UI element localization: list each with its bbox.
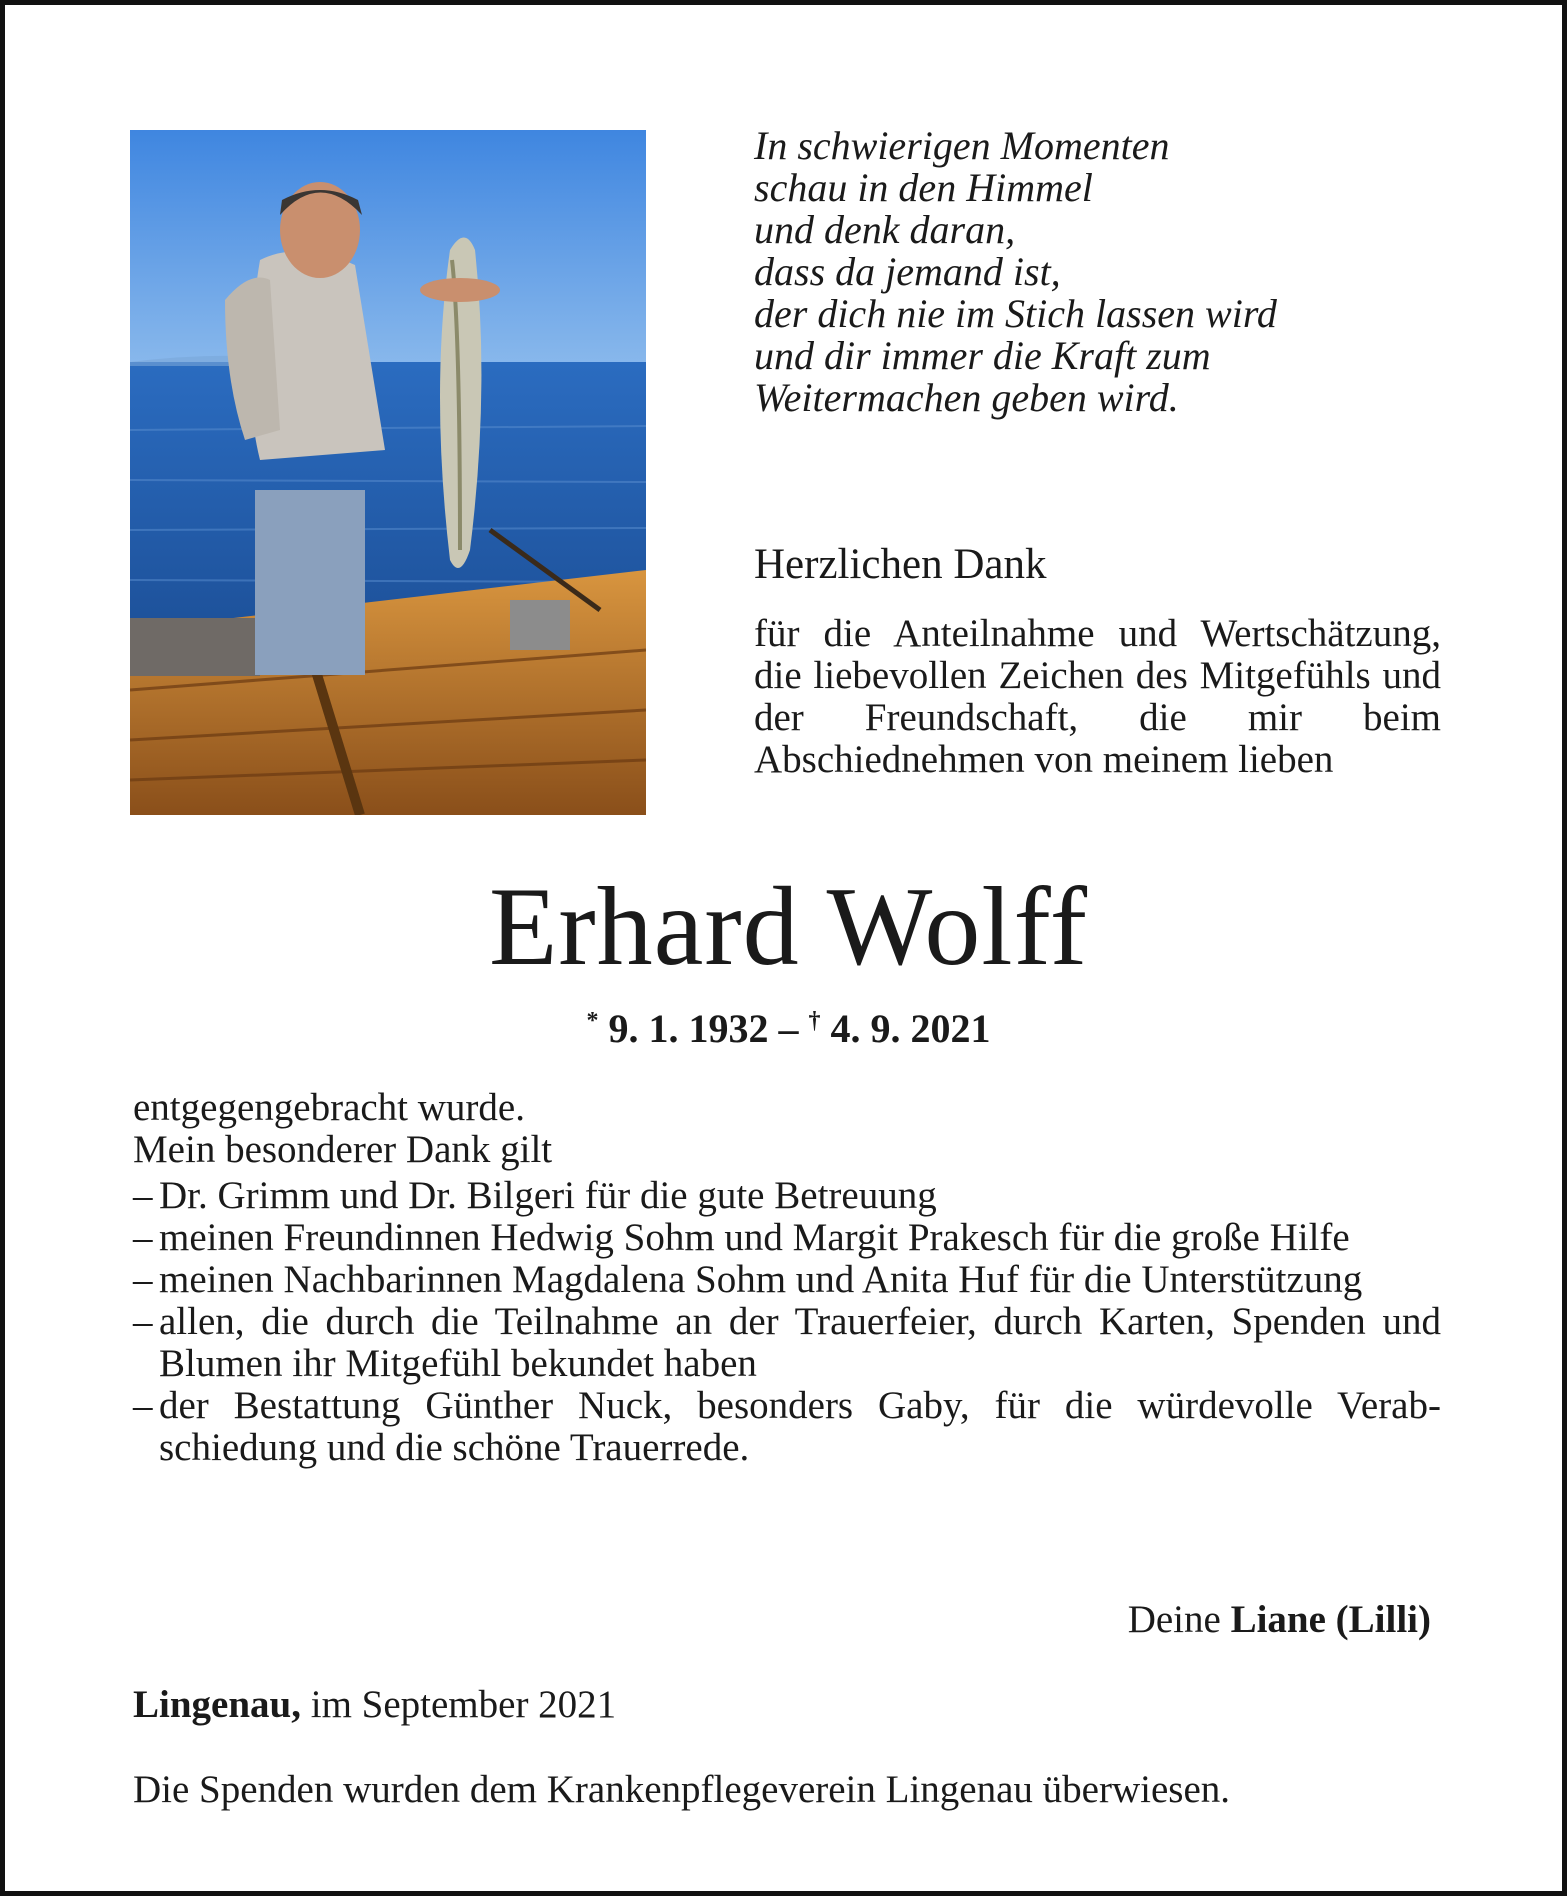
dash-bullet: –	[133, 1216, 153, 1259]
place-date	[133, 1682, 616, 1727]
place-date-text: im September 2021	[310, 1683, 617, 1726]
list-item	[133, 1301, 1441, 1385]
dash-bullet: –	[133, 1300, 153, 1343]
life-dates	[5, 1005, 1567, 1052]
poem-line: und denk daran,	[754, 207, 1016, 252]
list-item-text: allen, die durch die Teilnahme an der Trauerfeier, durch Karten, Spenden und Blumen ihr Mitgefühl bekundet haben	[159, 1300, 1441, 1385]
fisherman-photo-illustration	[130, 130, 646, 815]
poem-line: der dich nie im Stich lassen wird	[754, 291, 1277, 336]
body-line: Mein besonderer Dank gilt	[133, 1128, 553, 1171]
poem-line: In schwierigen Momenten	[754, 123, 1170, 168]
dash-bullet: –	[133, 1174, 153, 1217]
portrait-photo	[130, 130, 646, 815]
signature-prefix: Deine	[1127, 1598, 1221, 1641]
birth-date: 9. 1. 1932	[608, 1006, 769, 1051]
death-symbol: †	[808, 1008, 821, 1034]
donation-note: Die Spenden wurden dem Krankenpflegeverein Lingenau überwiesen.	[133, 1768, 1231, 1811]
birth-symbol: *	[586, 1008, 599, 1034]
list-item	[133, 1259, 1441, 1301]
date-separator: –	[778, 1006, 799, 1051]
signature	[1128, 1597, 1431, 1642]
poem-line: und dir immer die Kraft zum	[754, 333, 1211, 378]
list-item-text: meinen Nachbarinnen Magdalena Sohm und Anita Huf für die Unterstützung	[159, 1258, 1363, 1301]
thanks-heading: Herzlichen Dank	[754, 541, 1047, 588]
place-town: Lingenau,	[133, 1683, 301, 1726]
thanks-text: für die Anteilnahme und Wertschätzung, die liebevollen Zeichen des Mitgefühls und der Freundschaft, die mir beim Abschiednehmen von meinem lieben	[754, 612, 1441, 781]
list-item-text: Dr. Grimm und Dr. Bilgeri für die gute Betreuung	[159, 1174, 937, 1217]
poem	[754, 125, 1454, 419]
death-date: 4. 9. 2021	[830, 1006, 991, 1051]
dash-bullet: –	[133, 1258, 153, 1301]
list-item-text: der Bestattung Günther Nuck, besonders Gaby, für die würdevolle Verabschiedung und die schöne Trauerrede.	[159, 1384, 1441, 1469]
deceased-name: Erhard Wolff	[488, 865, 1089, 989]
thanks-body	[133, 1087, 1441, 1469]
poem-line: schau in den Himmel	[754, 165, 1093, 210]
list-item-text: meinen Freundinnen Hedwig Sohm und Margit Prakesch für die große Hilfe	[159, 1216, 1350, 1259]
body-line: entgegengebracht wurde.	[133, 1086, 525, 1129]
list-item	[133, 1217, 1441, 1259]
poem-line: Weitermachen geben wird.	[754, 375, 1179, 420]
signature-name: Liane (Lilli)	[1230, 1598, 1431, 1641]
poem-line: dass da jemand ist,	[754, 249, 1061, 294]
dash-bullet: –	[133, 1384, 153, 1427]
list-item	[133, 1385, 1441, 1469]
thanks-list	[133, 1175, 1441, 1469]
list-item	[133, 1175, 1441, 1217]
